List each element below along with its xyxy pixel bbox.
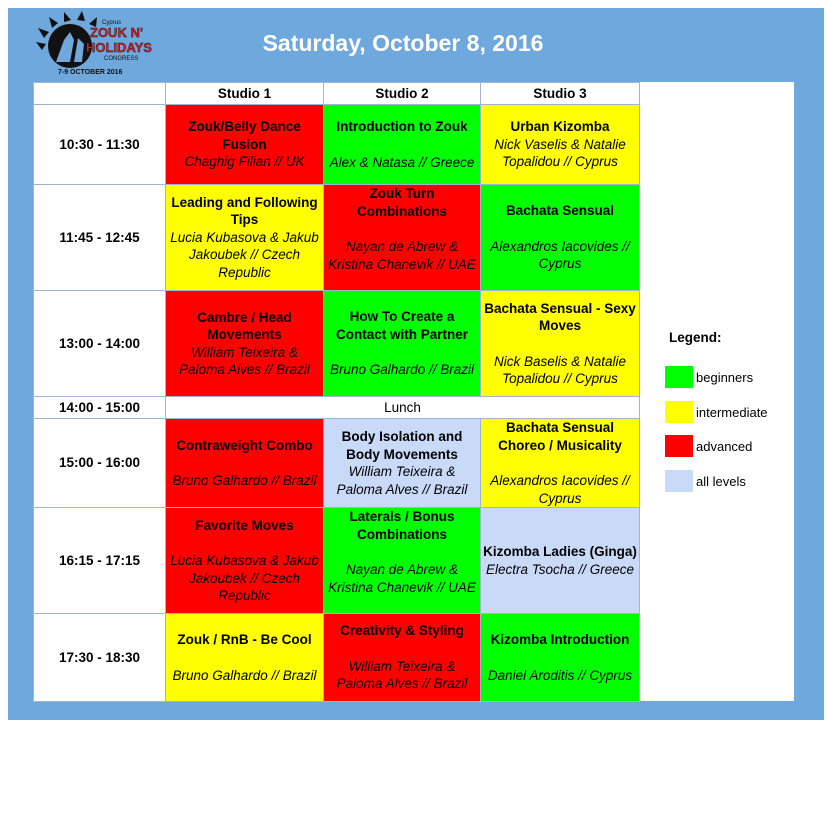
class-instructor: Alexandros Iacovides // Cyprus	[490, 473, 630, 506]
class-instructor: William Teixeira & Paloma Alves // Brazil	[179, 344, 310, 377]
class-title: Introduction to Zouk	[336, 119, 468, 134]
class-cell	[324, 105, 481, 185]
class-instructor: Bruno Galhardo // Brazil	[172, 667, 317, 683]
class-title: Kizomba Introduction	[490, 632, 630, 647]
class-instructor: Nayan de Abrew & Kristina Chanevik // UAE	[328, 562, 476, 595]
legend-label: all levels	[696, 473, 746, 489]
class-cell	[166, 508, 324, 614]
class-cell	[324, 419, 481, 508]
class-cell	[481, 419, 640, 508]
class-instructor: Alexandros Iacovides // Cyprus	[490, 238, 630, 272]
class-title: Bachata Sensual Choreo / Musicality	[498, 420, 622, 453]
table-row	[34, 614, 640, 702]
schedule-table	[33, 82, 640, 702]
table-row	[34, 291, 640, 397]
class-cell	[166, 185, 324, 291]
legend-item	[665, 366, 790, 391]
time-cell: 11:45 - 12:45	[34, 185, 166, 291]
table-row	[34, 508, 640, 614]
class-cell	[166, 419, 324, 508]
class-title: Urban Kizomba	[510, 119, 610, 135]
class-title: Bachata Sensual - Sexy Moves	[484, 300, 636, 333]
studio-1-header: Studio 1	[166, 83, 324, 105]
legend-title: Legend:	[669, 330, 722, 345]
class-title: How To Create a Contact with Partner	[335, 309, 468, 342]
time-cell: 10:30 - 11:30	[34, 105, 166, 185]
class-instructor: Electra Tsocha // Greece	[485, 561, 635, 577]
legend-label: advanced	[696, 439, 753, 454]
time-cell: 17:30 - 18:30	[34, 614, 166, 702]
class-cell	[481, 614, 640, 702]
legend-item	[665, 401, 790, 426]
class-title: Cambre / Head Movements	[197, 309, 292, 342]
class-title: Creativity & Styling	[340, 623, 464, 639]
time-cell: 13:00 - 14:00	[34, 291, 166, 397]
class-instructor: Bruno Galhardo // Brazil	[329, 362, 475, 378]
legend	[665, 330, 790, 504]
studio-2-header: Studio 2	[324, 83, 481, 105]
table-row	[34, 419, 640, 508]
legend-swatch-all-levels	[665, 470, 693, 492]
class-cell	[166, 291, 324, 397]
class-instructor: Lucia Kubasova & Jakub Jakoubek // Czech Republic	[170, 553, 319, 603]
table-row	[34, 105, 640, 185]
logo-line-2: HOLIDAYS	[86, 40, 152, 55]
class-instructor: Nick Vaselis & Natalie Topalidou // Cyprus	[494, 136, 626, 170]
class-cell	[166, 614, 324, 702]
corner-cell	[34, 83, 166, 105]
class-cell	[324, 185, 481, 291]
class-title: Bachata Sensual	[505, 203, 615, 219]
event-logo	[34, 10, 154, 78]
logo-dates: 7-9 OCTOBER 2016	[58, 69, 123, 76]
class-cell	[481, 185, 640, 291]
class-title: Laterals / Bonus Combinations	[349, 509, 455, 542]
legend-swatch-beginners	[665, 366, 693, 388]
class-instructor: Bruno Galhardo // Brazil	[172, 473, 317, 488]
time-cell: 16:15 - 17:15	[34, 508, 166, 614]
class-title: Favorite Moves	[195, 517, 294, 533]
class-title: Zouk Turn Combinations	[357, 186, 447, 219]
class-instructor: Nick Baselis & Natalie Topalidou // Cyprus	[493, 353, 627, 386]
legend-label: intermediate	[696, 404, 768, 420]
table-row	[34, 185, 640, 291]
page-title: Saturday, October 8, 2016	[262, 30, 544, 56]
table-row	[34, 397, 640, 419]
time-cell: 15:00 - 16:00	[34, 419, 166, 508]
class-cell	[324, 508, 481, 614]
legend-label: beginners	[696, 370, 754, 385]
class-instructor: Nayan de Abrew & Kristina Chanevik // UAE	[328, 239, 476, 272]
legend-swatch-intermediate	[665, 401, 693, 423]
class-title: Body Isolation and Body Movements	[341, 429, 463, 462]
studio-3-header: Studio 3	[481, 83, 640, 105]
class-instructor: William Teixeira & Paloma Alves // Brazil	[336, 658, 468, 692]
time-cell: 14:00 - 15:00	[34, 397, 166, 419]
class-cell	[481, 508, 640, 614]
legend-item	[665, 470, 790, 495]
class-title: Leading and Following Tips	[171, 194, 318, 228]
class-instructor: Alex & Natasa // Greece	[329, 154, 475, 170]
logo-subtitle: CONGRESS	[104, 56, 139, 62]
class-title: Zouk / RnB - Be Cool	[177, 632, 312, 647]
class-instructor: Daniel Aroditis // Cyprus	[487, 667, 633, 683]
class-title: Contraweight Combo	[176, 437, 313, 453]
logo-top-text: Cyprus	[102, 20, 122, 26]
class-cell	[324, 614, 481, 702]
legend-item	[665, 435, 790, 460]
lunch-cell: Lunch	[166, 397, 640, 419]
class-title: Kizomba Ladies (Ginga)	[483, 544, 637, 559]
class-cell	[166, 105, 324, 185]
header-row	[34, 83, 640, 105]
legend-swatch-advanced	[665, 435, 693, 457]
class-cell	[481, 291, 640, 397]
class-cell	[481, 105, 640, 185]
class-instructor: Chaghig Filian // UK	[184, 154, 305, 170]
logo-line-1: ZOUK N'	[90, 25, 143, 40]
class-instructor: Lucia Kubasova & Jakub Jakoubek // Czech Republic	[170, 229, 319, 280]
class-cell	[324, 291, 481, 397]
class-instructor: William Teixeira & Paloma Alves // Brazil	[336, 464, 468, 497]
class-title: Zouk/Belly Dance Fusion	[188, 119, 301, 152]
